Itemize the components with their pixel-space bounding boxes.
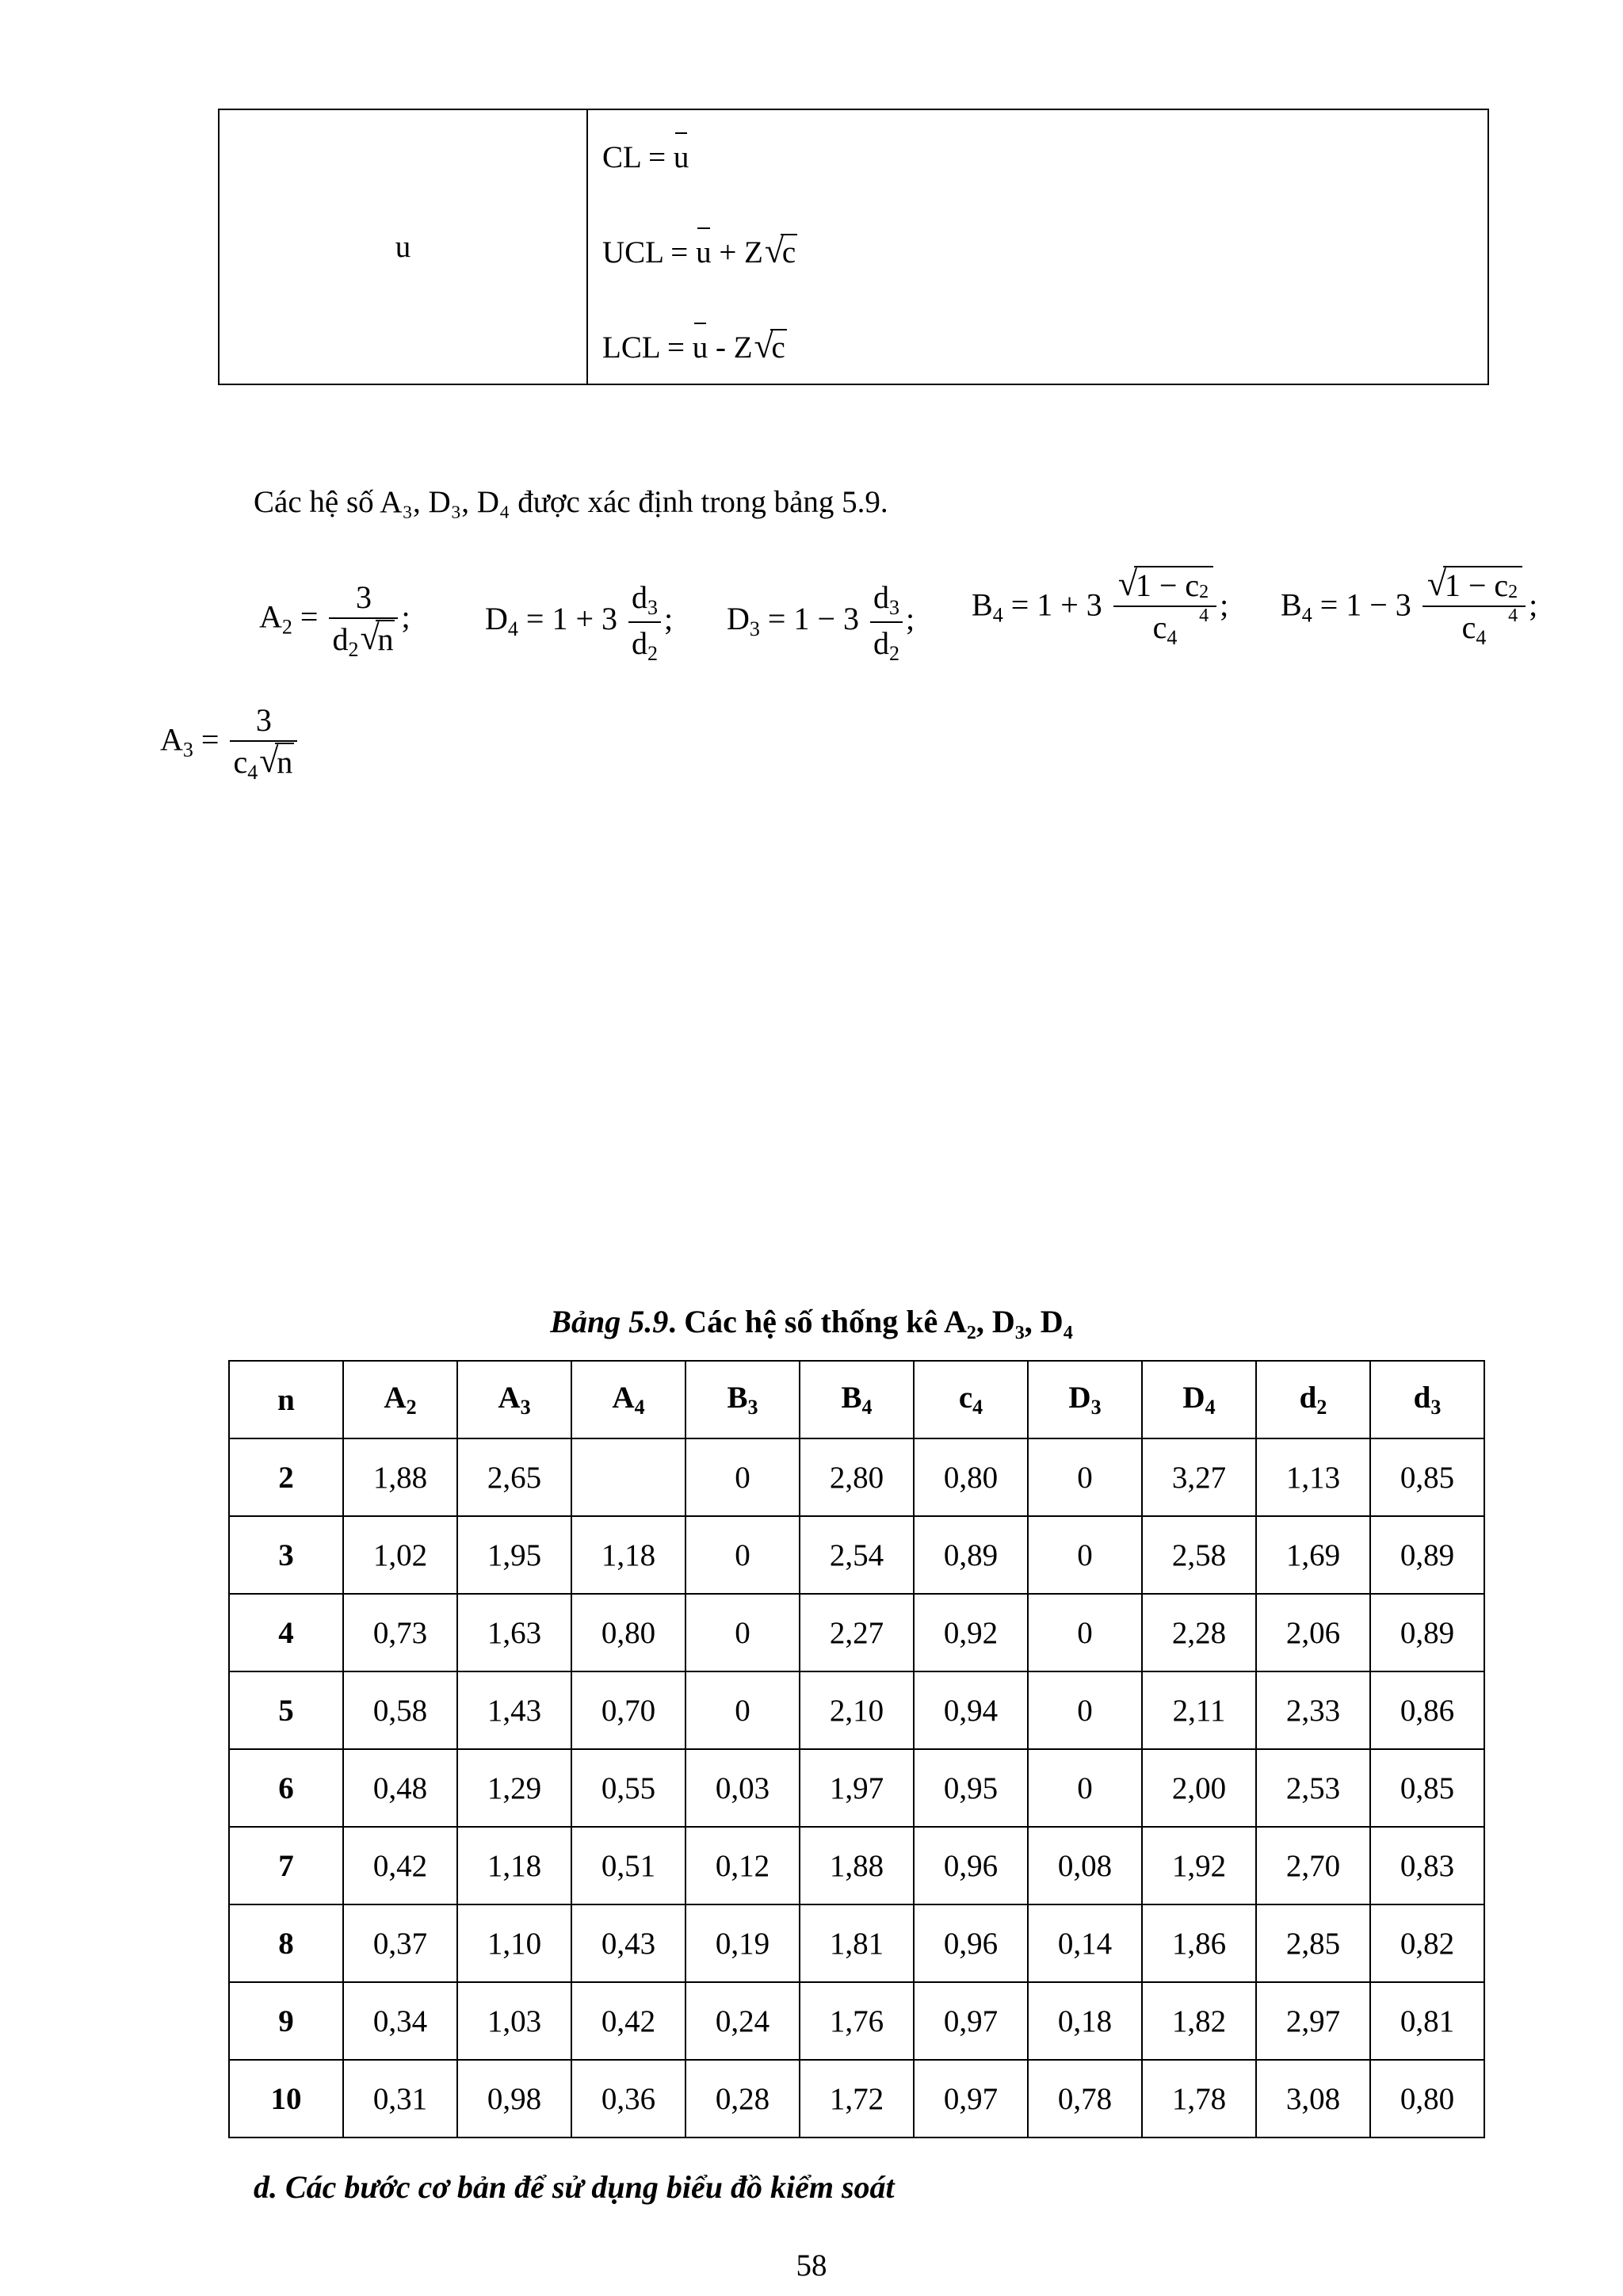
table-row bbox=[229, 1594, 1484, 1671]
section-heading: d. Các bước cơ bản để sử dụng biểu đồ kiểm soát bbox=[254, 2169, 895, 2205]
table-cell: 3,27 bbox=[1142, 1438, 1256, 1516]
table-cell: 0,48 bbox=[343, 1749, 457, 1827]
table-cell: 2,85 bbox=[1256, 1904, 1370, 1982]
table-cell: 1,03 bbox=[457, 1982, 571, 2060]
table-cell: 1,69 bbox=[1256, 1516, 1370, 1594]
table-cell: 0,34 bbox=[343, 1982, 457, 2060]
table-cell: 1,18 bbox=[457, 1827, 571, 1904]
table-cell: 1,29 bbox=[457, 1749, 571, 1827]
table-cell: 1,72 bbox=[800, 2060, 914, 2137]
table-cell: 0,08 bbox=[1028, 1827, 1142, 1904]
table-row bbox=[229, 1516, 1484, 1594]
table-cell: 0,78 bbox=[1028, 2060, 1142, 2137]
table-cell: 1,88 bbox=[800, 1827, 914, 1904]
table-cell: 0,12 bbox=[685, 1827, 800, 1904]
table-cell: 0,70 bbox=[571, 1671, 685, 1749]
row-header: 5 bbox=[229, 1671, 343, 1749]
table-cell: 2,54 bbox=[800, 1516, 914, 1594]
table-row bbox=[229, 1827, 1484, 1904]
table-cell: 0 bbox=[1028, 1671, 1142, 1749]
formula-d3: $D_3 = 1 - 3$ $\frac{d_3}{d_2}$ ; bbox=[727, 579, 915, 665]
table-cell: 1,63 bbox=[457, 1594, 571, 1671]
table-cell: 2,53 bbox=[1256, 1749, 1370, 1827]
table-cell: 0,83 bbox=[1370, 1827, 1484, 1904]
table-cell: 0,18 bbox=[1028, 1982, 1142, 2060]
formula-d4: $D_4 = 1 + 3$ $\frac{d_3}{d_2}$ ; bbox=[485, 579, 674, 665]
box-divider bbox=[586, 110, 588, 384]
column-header: $D_4$ bbox=[1142, 1361, 1256, 1438]
table-cell: 0,97 bbox=[914, 1982, 1028, 2060]
row-header: 7 bbox=[229, 1827, 343, 1904]
table-cell: 0,80 bbox=[571, 1594, 685, 1671]
table-cell: 2,80 bbox=[800, 1438, 914, 1516]
table-cell: 2,11 bbox=[1142, 1671, 1256, 1749]
table-cell: 0,42 bbox=[571, 1982, 685, 2060]
table-cell: 2,58 bbox=[1142, 1516, 1256, 1594]
table-cell: 0,86 bbox=[1370, 1671, 1484, 1749]
table-cell: 0 bbox=[1028, 1594, 1142, 1671]
row-header: 3 bbox=[229, 1516, 343, 1594]
table-cell: 0,28 bbox=[685, 2060, 800, 2137]
row-header: 6 bbox=[229, 1749, 343, 1827]
formula-b4-minus: $B_4 = 1 - 3$ √ 1 − c 2 4 $c_4$ ; bbox=[1281, 567, 1537, 650]
intro-text: Các hệ số A₃, D₃, D₄ được xác định trong bảng 5.9. bbox=[254, 485, 888, 519]
table-cell: 2,06 bbox=[1256, 1594, 1370, 1671]
table-cell: 0,96 bbox=[914, 1904, 1028, 1982]
table-cell: 0,89 bbox=[1370, 1516, 1484, 1594]
column-header: $A_4$ bbox=[571, 1361, 685, 1438]
table-cell: 1,18 bbox=[571, 1516, 685, 1594]
column-header: $c_4$ bbox=[914, 1361, 1028, 1438]
table-cell: 0,37 bbox=[343, 1904, 457, 1982]
table-cell: 2,00 bbox=[1142, 1749, 1256, 1827]
lcl-formula: LCL = u - Z√ c bbox=[602, 332, 787, 363]
table-cell: 0 bbox=[685, 1594, 800, 1671]
table-cell: 0,80 bbox=[914, 1438, 1028, 1516]
column-header: $A_3$ bbox=[457, 1361, 571, 1438]
table-header-row bbox=[229, 1361, 1484, 1438]
table-cell: 2,70 bbox=[1256, 1827, 1370, 1904]
sqrt-c: √ c bbox=[766, 237, 797, 268]
table-cell: 2,27 bbox=[800, 1594, 914, 1671]
table-cell: 0 bbox=[1028, 1516, 1142, 1594]
column-header: $B_4$ bbox=[800, 1361, 914, 1438]
table-cell: 1,97 bbox=[800, 1749, 914, 1827]
table-row bbox=[229, 1749, 1484, 1827]
table-row bbox=[229, 1671, 1484, 1749]
column-header: $d_2$ bbox=[1256, 1361, 1370, 1438]
table-cell: 0,82 bbox=[1370, 1904, 1484, 1982]
u-bar: u bbox=[692, 330, 708, 365]
table-cell: 2,28 bbox=[1142, 1594, 1256, 1671]
table-cell: 0,03 bbox=[685, 1749, 800, 1827]
table-cell: 0,89 bbox=[1370, 1594, 1484, 1671]
table-cell: 1,76 bbox=[800, 1982, 914, 2060]
u-chart-formula-box bbox=[218, 109, 1489, 385]
table-cell: 0,51 bbox=[571, 1827, 685, 1904]
table-cell: 1,88 bbox=[343, 1438, 457, 1516]
row-header: 8 bbox=[229, 1904, 343, 1982]
table-caption: Bảng 5.9. Các hệ số thống kê A₂, D₃, D₄ bbox=[550, 1304, 1073, 1339]
table-cell: 2,65 bbox=[457, 1438, 571, 1516]
table-cell: 0 bbox=[685, 1516, 800, 1594]
table-cell: 0,98 bbox=[457, 2060, 571, 2137]
table-cell: 0,80 bbox=[1370, 2060, 1484, 2137]
table-cell: 2,10 bbox=[800, 1671, 914, 1749]
cl-formula: CL = u bbox=[602, 140, 689, 174]
formula-b4-plus: $B_4 = 1 + 3$ √ 1 − c 2 4 $c_4$ ; bbox=[972, 567, 1228, 650]
table-cell: 0,92 bbox=[914, 1594, 1028, 1671]
table-cell: 2,97 bbox=[1256, 1982, 1370, 2060]
table-cell: 0,89 bbox=[914, 1516, 1028, 1594]
row-header: 9 bbox=[229, 1982, 343, 2060]
table-cell: 1,13 bbox=[1256, 1438, 1370, 1516]
table-cell: 0,31 bbox=[343, 2060, 457, 2137]
column-header: n bbox=[229, 1361, 343, 1438]
chart-symbol: u bbox=[395, 230, 411, 264]
table-cell: 0 bbox=[1028, 1749, 1142, 1827]
sqrt-c: √ c bbox=[756, 332, 787, 363]
table-cell: 1,10 bbox=[457, 1904, 571, 1982]
table-cell: 0 bbox=[1028, 1438, 1142, 1516]
table-cell: 0,94 bbox=[914, 1671, 1028, 1749]
table-cell: 0,24 bbox=[685, 1982, 800, 2060]
table-cell: 1,02 bbox=[343, 1516, 457, 1594]
table-cell: 0,36 bbox=[571, 2060, 685, 2137]
coefficient-table bbox=[228, 1360, 1485, 2138]
table-cell: 2,33 bbox=[1256, 1671, 1370, 1749]
table-cell: 0,96 bbox=[914, 1827, 1028, 1904]
column-header: $d_3$ bbox=[1370, 1361, 1484, 1438]
table-cell: 1,82 bbox=[1142, 1982, 1256, 2060]
table-cell: 0 bbox=[685, 1438, 800, 1516]
ucl-formula: UCL = u + Z√ c bbox=[602, 237, 797, 268]
u-bar: u bbox=[696, 235, 712, 269]
table-row bbox=[229, 1904, 1484, 1982]
page-number: 58 bbox=[796, 2248, 827, 2283]
table-row bbox=[229, 1982, 1484, 2060]
table-cell: 0,81 bbox=[1370, 1982, 1484, 2060]
formula-a2: $A_2$ = $\frac{3}{d_2√ n}$ ; bbox=[259, 579, 411, 662]
table-cell: 0,85 bbox=[1370, 1749, 1484, 1827]
formula-a3: $A_3$ = $\frac{3}{c_4√ n}$ bbox=[160, 701, 300, 785]
table-cell: 0,55 bbox=[571, 1749, 685, 1827]
row-header: 2 bbox=[229, 1438, 343, 1516]
table-cell: 1,86 bbox=[1142, 1904, 1256, 1982]
table-cell: 1,92 bbox=[1142, 1827, 1256, 1904]
column-header: $D_3$ bbox=[1028, 1361, 1142, 1438]
table-row bbox=[229, 1438, 1484, 1516]
column-header: $B_3$ bbox=[685, 1361, 800, 1438]
row-header: 4 bbox=[229, 1594, 343, 1671]
table-cell: 0,58 bbox=[343, 1671, 457, 1749]
table-cell bbox=[571, 1438, 685, 1516]
table-cell: 0,43 bbox=[571, 1904, 685, 1982]
table-cell: 0,19 bbox=[685, 1904, 800, 1982]
table-cell: 0,95 bbox=[914, 1749, 1028, 1827]
table-cell: 1,95 bbox=[457, 1516, 571, 1594]
table-cell: 0 bbox=[685, 1671, 800, 1749]
row-header: 10 bbox=[229, 2060, 343, 2137]
table-cell: 3,08 bbox=[1256, 2060, 1370, 2137]
table-cell: 1,78 bbox=[1142, 2060, 1256, 2137]
u-bar: u bbox=[673, 140, 689, 174]
table-cell: 1,81 bbox=[800, 1904, 914, 1982]
table-cell: 1,43 bbox=[457, 1671, 571, 1749]
table-row bbox=[229, 2060, 1484, 2137]
table-cell: 0,73 bbox=[343, 1594, 457, 1671]
table-cell: 0,85 bbox=[1370, 1438, 1484, 1516]
column-header: $A_2$ bbox=[343, 1361, 457, 1438]
table-cell: 0,42 bbox=[343, 1827, 457, 1904]
table-cell: 0,14 bbox=[1028, 1904, 1142, 1982]
table-cell: 0,97 bbox=[914, 2060, 1028, 2137]
